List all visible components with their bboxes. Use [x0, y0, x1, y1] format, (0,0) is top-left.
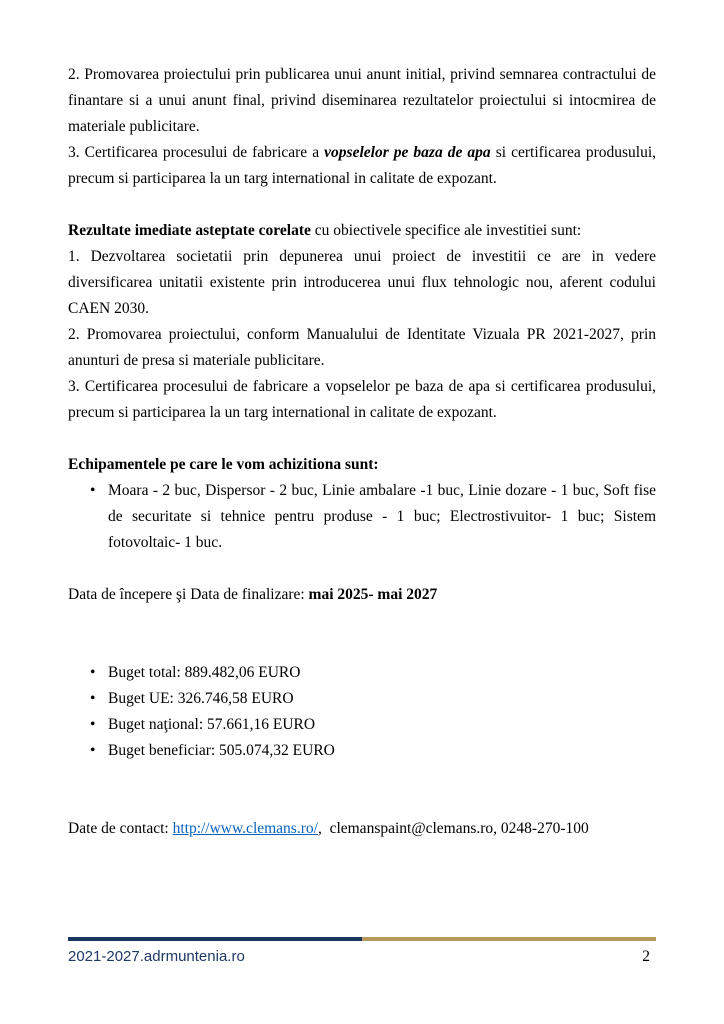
budget-item-ue [90, 686, 656, 712]
budget-ue-label: Buget UE: [108, 690, 178, 707]
dates-label: Data de începere şi Data de finalizare: [68, 586, 309, 603]
certificare-start: 3. Certificarea procesului de fabricare a [68, 144, 325, 161]
result-item-2 [68, 322, 656, 374]
bullet-icon [90, 478, 108, 556]
paragraph-promovare-text: 2. Promovarea proiectului prin publicarea unui anunt initial, privind semnarea contractului de finantare si a unui anunt final, privind diseminarea rezultatelor proiectului si intocmirea de materiale publicitare. [68, 66, 656, 135]
budget-national-label: Buget naţional: [108, 716, 208, 733]
paragraph-certificare [68, 140, 656, 192]
bullet-icon [90, 712, 108, 738]
paragraph-promovare [68, 62, 656, 140]
results-heading [68, 218, 656, 244]
equipment-list-item-text: Moara - 2 buc, Dispersor - 2 buc, Linie ambalare -1 buc, Linie dozare - 1 buc, Soft fise de securitate si tehnice pentru produse - 1 buc; Electrostivuitor- 1 buc; Sistem fotovoltaic- 1 buc. [108, 482, 656, 551]
dates-line [68, 582, 656, 608]
bullet-icon [90, 686, 108, 712]
contact-rest: , clemanspaint@clemans.ro, 0248-270-100 [317, 820, 589, 837]
results-heading-rest: cu obiectivele specifice ale investitiei sunt: [310, 222, 582, 239]
results-heading-bold: Rezultate imediate asteptate corelate [68, 222, 311, 239]
equipment-heading-text: Echipamentele pe care le vom achizitiona sunt: [68, 456, 379, 473]
budget-item-national [90, 712, 656, 738]
result-item-3 [68, 374, 656, 426]
result-item-2-text: 2. Promovarea proiectului, conform Manualului de Identitate Vizuala PR 2021-2027, prin anunturi de presa si materiale publicitare. [68, 326, 656, 369]
result-item-1-text: 1. Dezvoltarea societatii prin depunerea unui proiect de investitii ce are in vedere diversificarea unitatii existente prin introducerea unui flux tehnologic nou, aferent codului CAEN 2030. [68, 248, 656, 317]
budget-national-value: 57.661,16 EURO [207, 716, 316, 733]
footer-rule [68, 937, 656, 941]
footer-rule-navy-segment [68, 937, 362, 941]
budget-list [68, 660, 656, 764]
footer-rule-gold-segment [362, 937, 656, 941]
budget-beneficiar-value: 505.074,32 EURO [219, 742, 335, 759]
budget-item-beneficiar-text [108, 738, 656, 764]
result-item-1 [68, 244, 656, 322]
budget-item-beneficiar [90, 738, 656, 764]
document-body [68, 62, 656, 842]
budget-total-label: Buget total: [108, 664, 185, 681]
page-number: 2 [642, 948, 650, 965]
contact-line [68, 816, 656, 842]
result-item-3-text: 3. Certificarea procesului de fabricare a vopselelor pe baza de apa si certificarea produsului, precum si participarea la un targ international in calitate de expozant. [68, 378, 656, 421]
certificare-end: si certificarea produsului, precum si participarea la un targ international in calitate de expozant. [68, 144, 657, 187]
budget-item-total [90, 660, 656, 686]
page-footer [68, 937, 656, 970]
contact-label: Date de contact: [68, 820, 173, 837]
budget-ue-value: 326.746,58 EURO [177, 690, 294, 707]
budget-total-value: 889.482,06 EURO [184, 664, 301, 681]
budget-item-ue-text [108, 686, 656, 712]
budget-item-total-text [108, 660, 656, 686]
contact-website-link[interactable]: http://www.clemans.ro/ [172, 820, 318, 837]
bullet-icon [90, 738, 108, 764]
budget-beneficiar-label: Buget beneficiar: [108, 742, 220, 759]
budget-item-national-text [108, 712, 656, 738]
bullet-icon [90, 660, 108, 686]
equipment-list-item [90, 478, 656, 556]
certificare-emphasis: vopselelor pe baza de apa [324, 144, 491, 161]
footer-row [68, 944, 656, 970]
dates-value: mai 2025- mai 2027 [308, 586, 438, 603]
equipment-heading [68, 452, 656, 478]
footer-website: 2021-2027.adrmuntenia.ro [68, 948, 245, 965]
